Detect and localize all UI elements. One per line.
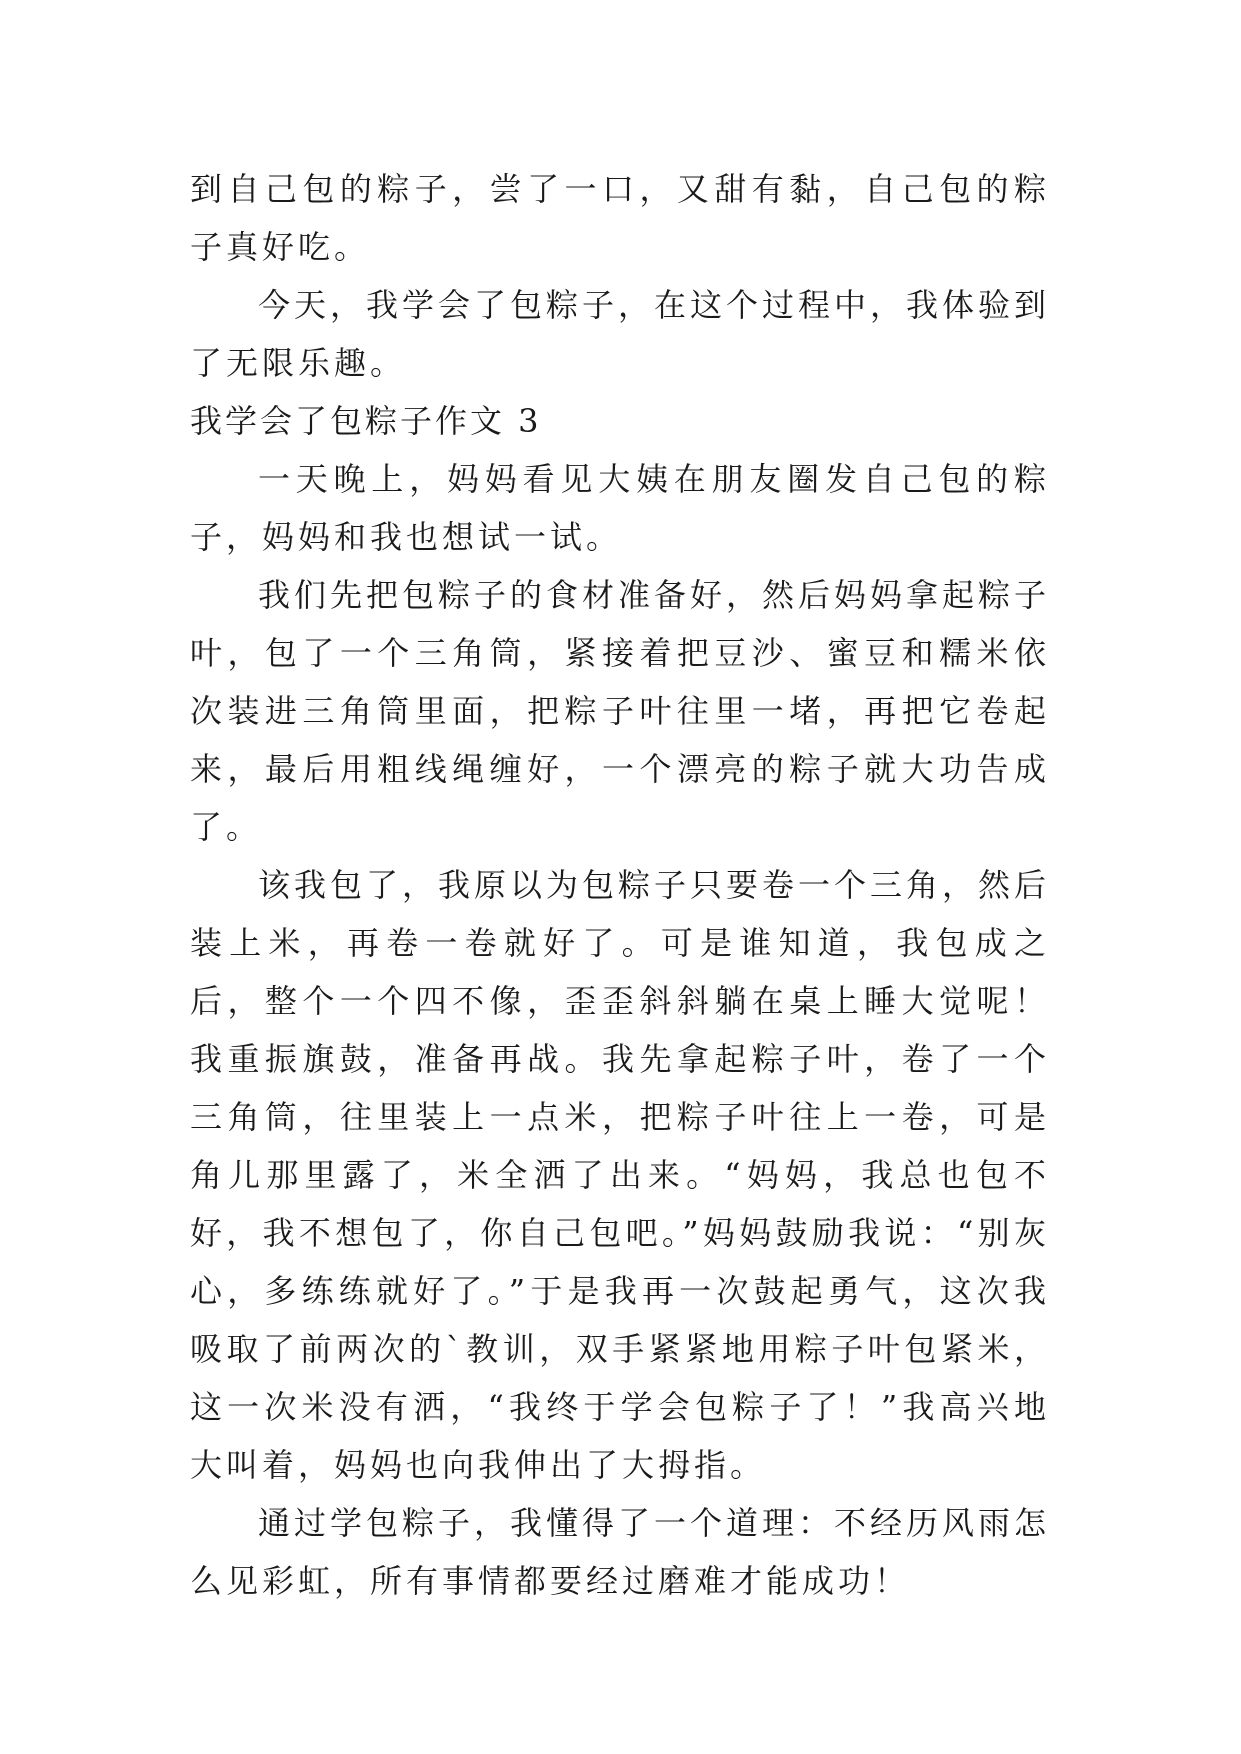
essay-paragraph: 一天晚上，妈妈看见大姨在朋友圈发自己包的粽子，妈妈和我也想试一试。	[190, 460, 1050, 556]
essay-paragraph: 通过学包粽子，我懂得了一个道理：不经历风雨怎么见彩虹，所有事情都要经过磨难才能成功！	[190, 1504, 1051, 1600]
paragraph-continuation: 到自己包的粽子，尝了一口，又甜有黏，自己包的粽子真好吃。	[190, 170, 1050, 266]
paragraph-conclusion: 今天，我学会了包粽子，在这个过程中，我体验到了无限乐趣。	[190, 286, 1051, 382]
essay-paragraph: 该我包了，我原以为包粽子只要卷一个三角，然后装上米，再卷一卷就好了。可是谁知道，我包成之后，整个一个四不像，歪歪斜斜躺在桌上睡大觉呢！我重振旗鼓，准备再战。我先拿起粽子叶，卷了一个三角筒，往里装上一点米，把粽子叶往上一卷，可是角儿那里露了，米全洒了出来。“妈妈，我总也包不好，我不想包了，你自己包吧。”妈妈鼓励我说：“别灰心，多练练就好了。”于是我再一次鼓起勇气，这次我吸取了前两次的`教训，双手紧紧地用粽子叶包紧米，这一次米没有洒，“我终于学会包粽子了！”我高兴地大叫着，妈妈也向我伸出了大拇指。	[190, 866, 1051, 1484]
essay-title: 我学会了包粽子作文 3	[190, 402, 542, 440]
document-body	[190, 160, 1050, 1610]
essay-paragraph: 我们先把包粽子的食材准备好，然后妈妈拿起粽子叶，包了一个三角筒，紧接着把豆沙、蜜豆和糯米依次装进三角筒里面，把粽子叶往里一堵，再把它卷起来，最后用粗线绳缠好，一个漂亮的粽子就大功告成了。	[190, 576, 1051, 846]
